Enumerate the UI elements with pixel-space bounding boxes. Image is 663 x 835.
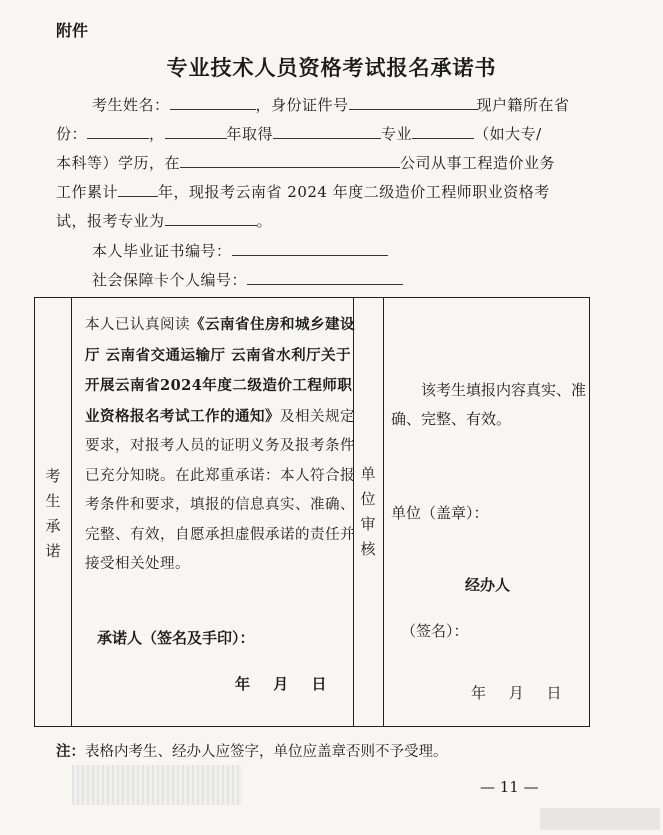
id-blank[interactable] [349,95,477,110]
form-line-3 [56,152,555,173]
pledge-text: 本人已认真阅读《云南省住房和城乡建设厅 云南省交通运输厅 云南省水利厅关于开展云南省2024年度二级造价工程师职业资格报名考试工作的通知》及相关规定要求，对报考人员的证明义务及报考条件已充分知晓。在此郑重承诺：本人符合报考条件和要求，填报的信息真实、准确、完整、有效，自愿承担虚假承诺的责任并接受相关处理。 [85,316,355,572]
province-blank[interactable] [87,124,149,139]
divider [383,298,384,726]
period: 。 [256,212,273,230]
handler-label: 经办人 [465,576,511,594]
candidate-pledge-label: 考 生 承 诺 [45,467,61,560]
unit-review-label: 单 位 审 核 [360,465,376,558]
divider [71,298,72,726]
attachment-label: 附件 [56,21,89,40]
name-blank[interactable] [170,95,256,110]
education-label: 本科等）学历，在 [56,154,181,172]
scan-smudge [72,765,242,805]
form-line-4 [56,181,550,202]
household-label: 现户籍所在省 [476,96,570,114]
handler-sign-label: （签名）： [401,622,469,640]
year-label: 年取得 [226,125,274,143]
degree-blank[interactable] [412,124,474,139]
degree-hint: （如大专/ [474,125,542,143]
province-suffix: 份： [56,125,88,143]
diploma-label: 本人毕业证书编号： [92,242,232,260]
years-blank[interactable] [118,182,158,197]
scan-bleed [540,808,660,830]
social-card-label: 社会保障卡个人编号： [92,271,248,289]
social-card-blank[interactable] [247,270,403,285]
company-blank[interactable] [180,153,400,168]
page-number: — 11 — [480,778,539,796]
form-line-2 [56,123,542,144]
unit-seal-label: 单位（盖章）： [391,504,489,522]
verification-text: 该考生填报内容真实、准确、完整、有效。 [391,381,587,428]
year-blank[interactable] [165,124,227,139]
id-label: ，身份证件号 [255,96,349,114]
review-date: 年 月 日 [471,684,562,702]
form-line-6 [92,240,388,261]
major-blank[interactable] [273,124,381,139]
exam-text: 年，现报考云南省 2024 年度二级造价工程师职业资格考 [158,183,550,201]
name-label: 考生姓名： [92,96,170,114]
comma: ， [149,125,165,143]
page-title: 专业技术人员资格考试报名承诺书 [166,56,497,80]
form-line-1 [92,94,570,115]
pledge-table [34,297,590,727]
years-label: 工作累计 [56,183,119,201]
specialty-blank[interactable] [165,211,257,226]
major-label: 专业 [381,125,413,143]
form-line-5 [56,210,272,231]
footnote: 注：表格内考生、经办人应签字，单位应盖章否则不予受理。 [56,744,448,760]
specialty-label: 试，报考专业为 [56,212,165,230]
diploma-blank[interactable] [232,241,388,256]
signature-label: 承诺人（签名及手印）： [97,629,255,647]
pledge-date: 年 月 日 [235,675,327,693]
company-label: 公司从事工程造价业务 [400,154,556,172]
form-line-7 [92,269,403,290]
